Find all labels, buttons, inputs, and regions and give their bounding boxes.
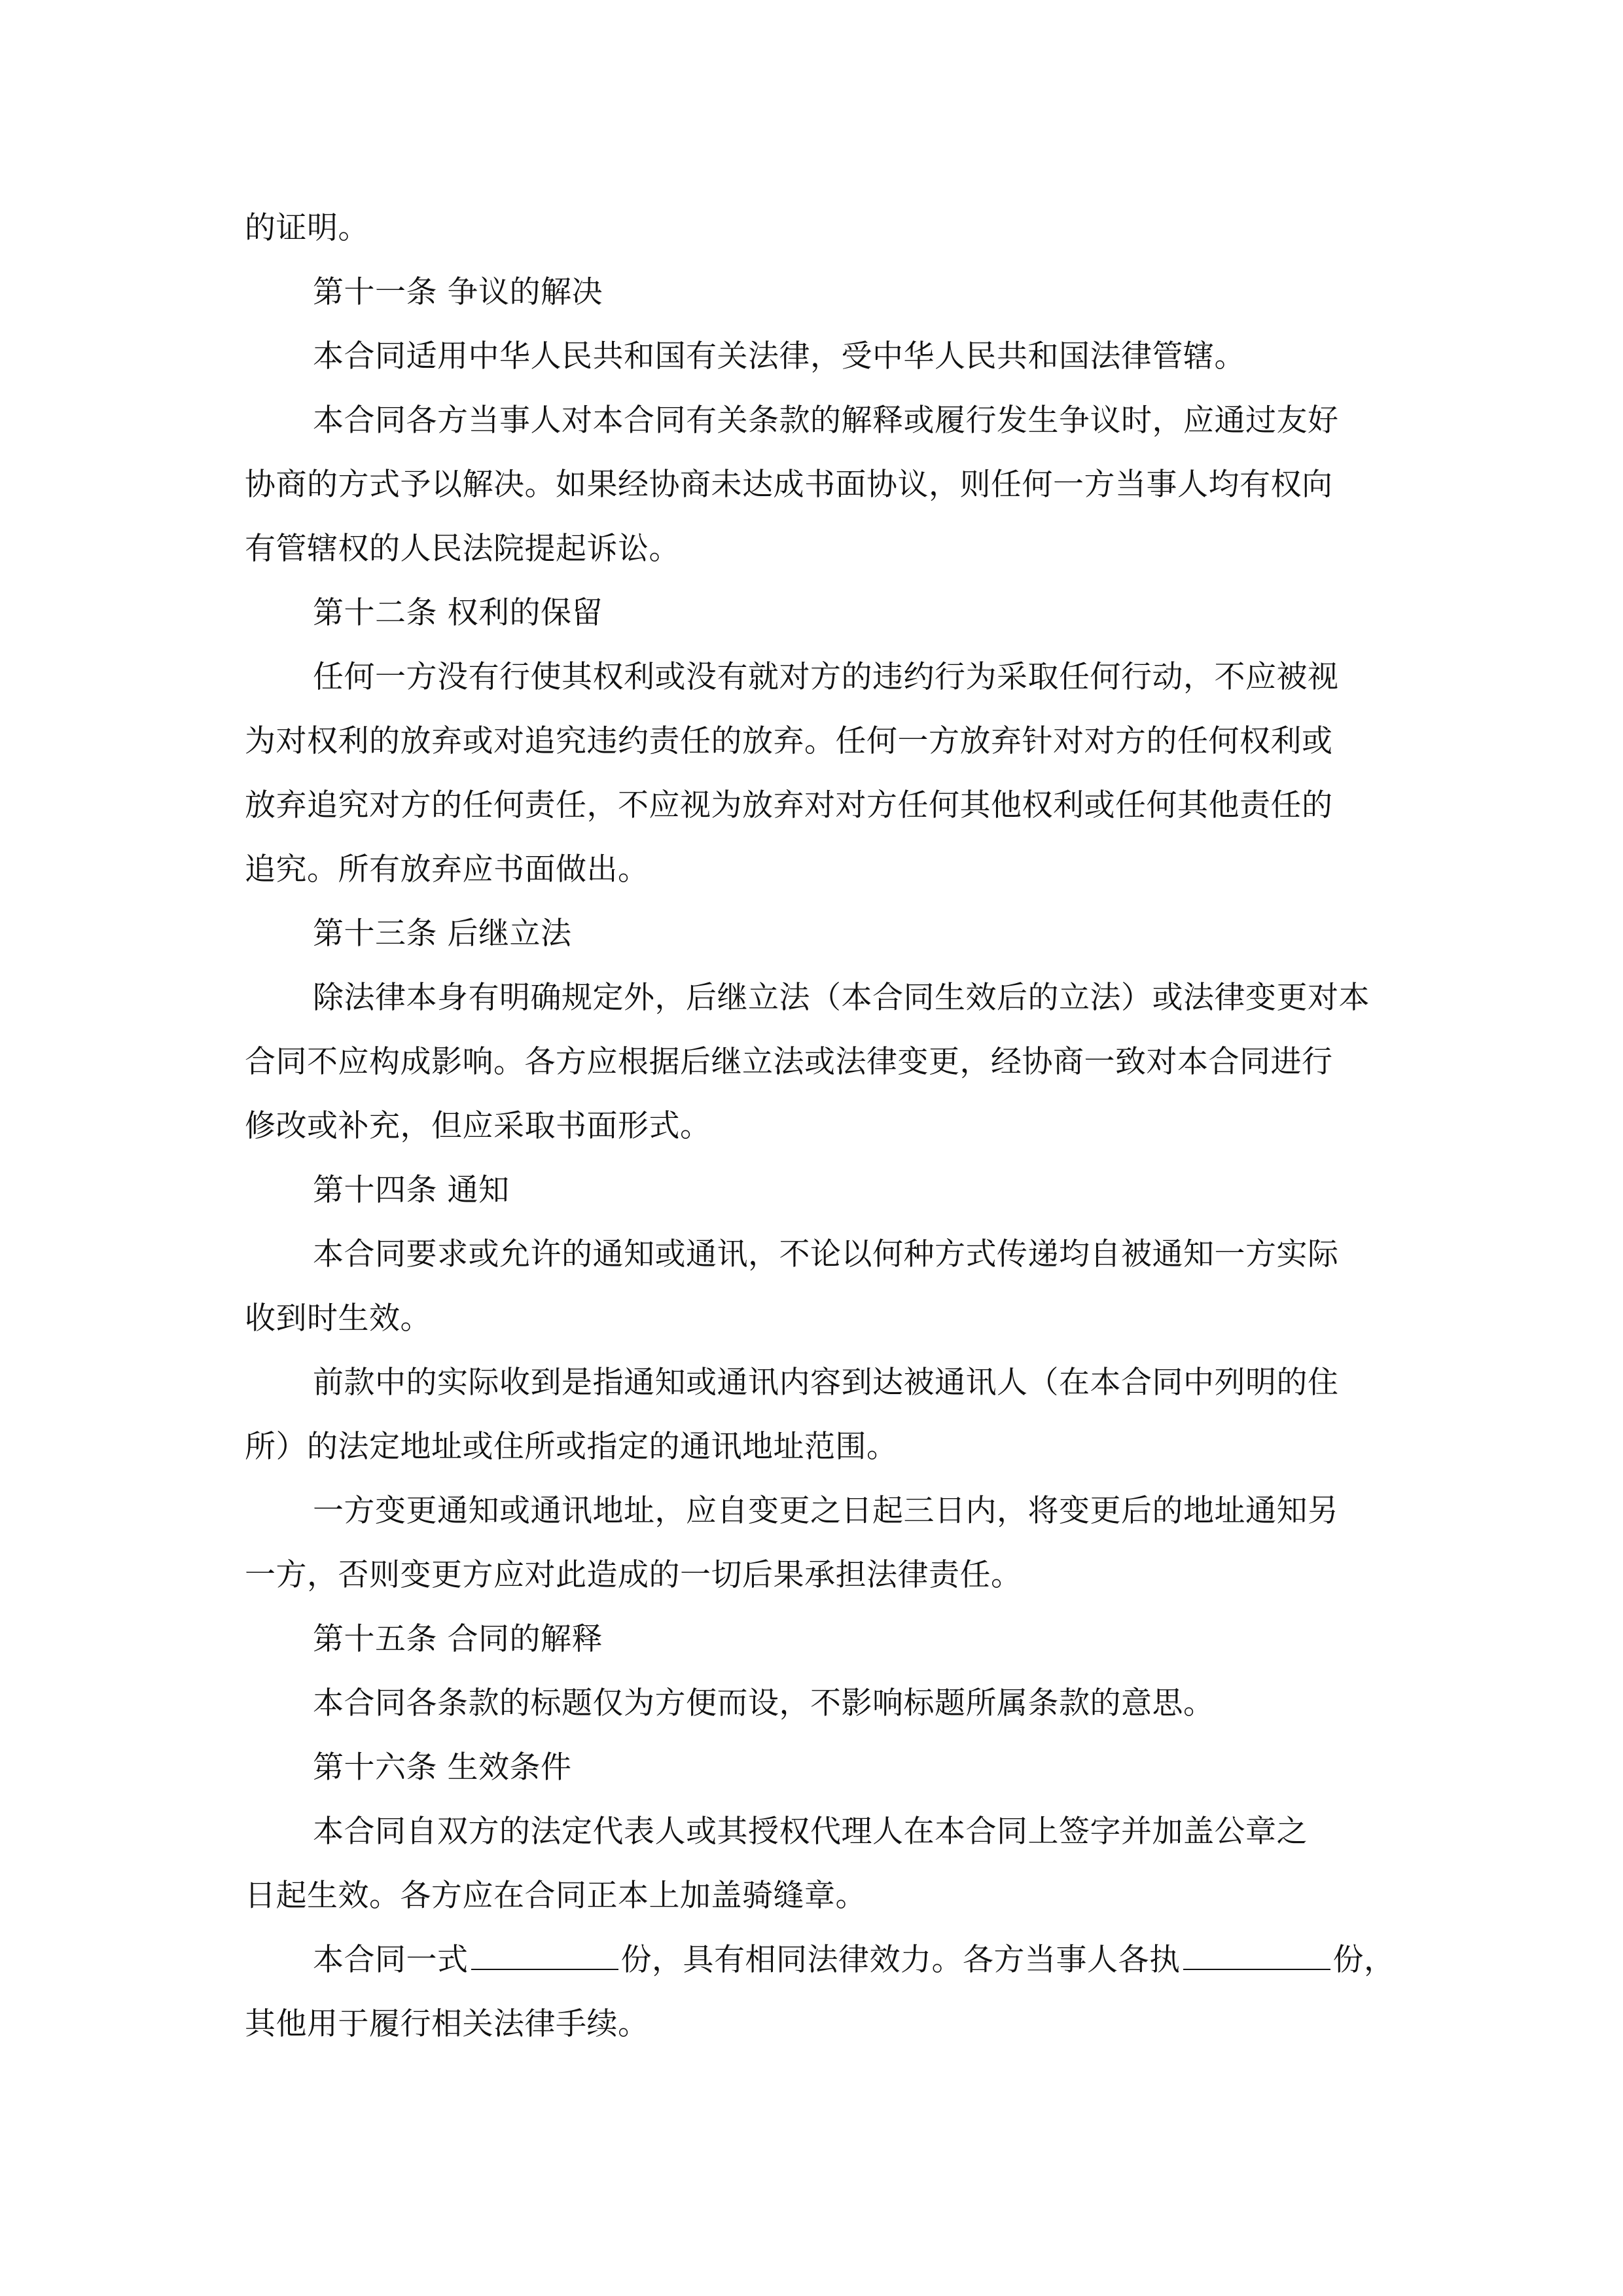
text-line: 本合同适用中华人民共和国有关法律，受中华人民共和国法律管辖。: [313, 338, 1245, 374]
article-11-heading: 第十一条 争议的解决: [313, 274, 603, 310]
article-12-heading: 第十二条 权利的保留: [313, 595, 603, 631]
contract-text: [245, 196, 1395, 2056]
text-line: 为对权利的放弃或对追究违约责任的放弃。任何一方放弃针对对方的任何权利或: [245, 723, 1333, 759]
text-line: 日起生效。各方应在合同正本上加盖骑缝章。: [245, 1878, 866, 1914]
text-line: 有管辖权的人民法院提起诉讼。: [245, 531, 680, 567]
text-line: 协商的方式予以解决。如果经协商未达成书面协议，则任何一方当事人均有权向: [245, 467, 1333, 503]
text-line: 任何一方没有行使其权利或没有就对方的违约行为采取任何行动，不应被视: [313, 659, 1339, 695]
text-line: 前款中的实际收到是指通知或通讯内容到达被通讯人（在本合同中列明的住: [313, 1365, 1339, 1401]
article-13-heading: 第十三条 后继立法: [313, 916, 572, 952]
text-line: 本合同各条款的标题仅为方便而设，不影响标题所属条款的意思。: [313, 1685, 1215, 1721]
text-line: 本合同要求或允许的通知或通讯，不论以何种方式传递均自被通知一方实际: [313, 1236, 1339, 1272]
text-line: 所）的法定地址或住所或指定的通讯地址范围。: [245, 1429, 898, 1465]
text-line: 放弃追究对方的任何责任，不应视为放弃对对方任何其他权利或任何其他责任的: [245, 787, 1333, 823]
text-line: 其他用于履行相关法律手续。: [245, 2006, 649, 2042]
copies-text-part-2: 份，具有相同法律效力。各方当事人各执: [620, 1942, 1181, 1978]
text-line: 的证明。: [245, 210, 369, 246]
text-line: 追究。所有放弃应书面做出。: [245, 852, 649, 888]
copies-text-part-1: 本合同一式: [313, 1942, 469, 1978]
text-line: 除法律本身有明确规定外，后继立法（本合同生效后的立法）或法律变更对本: [313, 980, 1370, 1016]
text-line: 收到时生效。: [245, 1300, 431, 1336]
copies-line: [245, 1928, 1395, 1992]
article-15-heading: 第十五条 合同的解释: [313, 1621, 603, 1657]
copies-each-blank: [1183, 1943, 1330, 1970]
article-16-heading: 第十六条 生效条件: [313, 1749, 572, 1785]
copies-total-blank: [471, 1943, 618, 1970]
text-line: 修改或补充，但应采取书面形式。: [245, 1108, 711, 1144]
text-line: 本合同自双方的法定代表人或其授权代理人在本合同上签字并加盖公章之: [313, 1814, 1308, 1850]
text-line: 一方，否则变更方应对此造成的一切后果承担法律责任。: [245, 1557, 1022, 1593]
article-14-heading: 第十四条 通知: [313, 1172, 510, 1208]
copies-text-part-3: 份，: [1332, 1942, 1395, 1978]
text-line: 本合同各方当事人对本合同有关条款的解释或履行发生争议时，应通过友好: [313, 403, 1339, 439]
text-line: 合同不应构成影响。各方应根据后继立法或法律变更，经协商一致对本合同进行: [245, 1044, 1333, 1080]
text-line: 一方变更通知或通讯地址，应自变更之日起三日内，将变更后的地址通知另: [313, 1493, 1339, 1529]
